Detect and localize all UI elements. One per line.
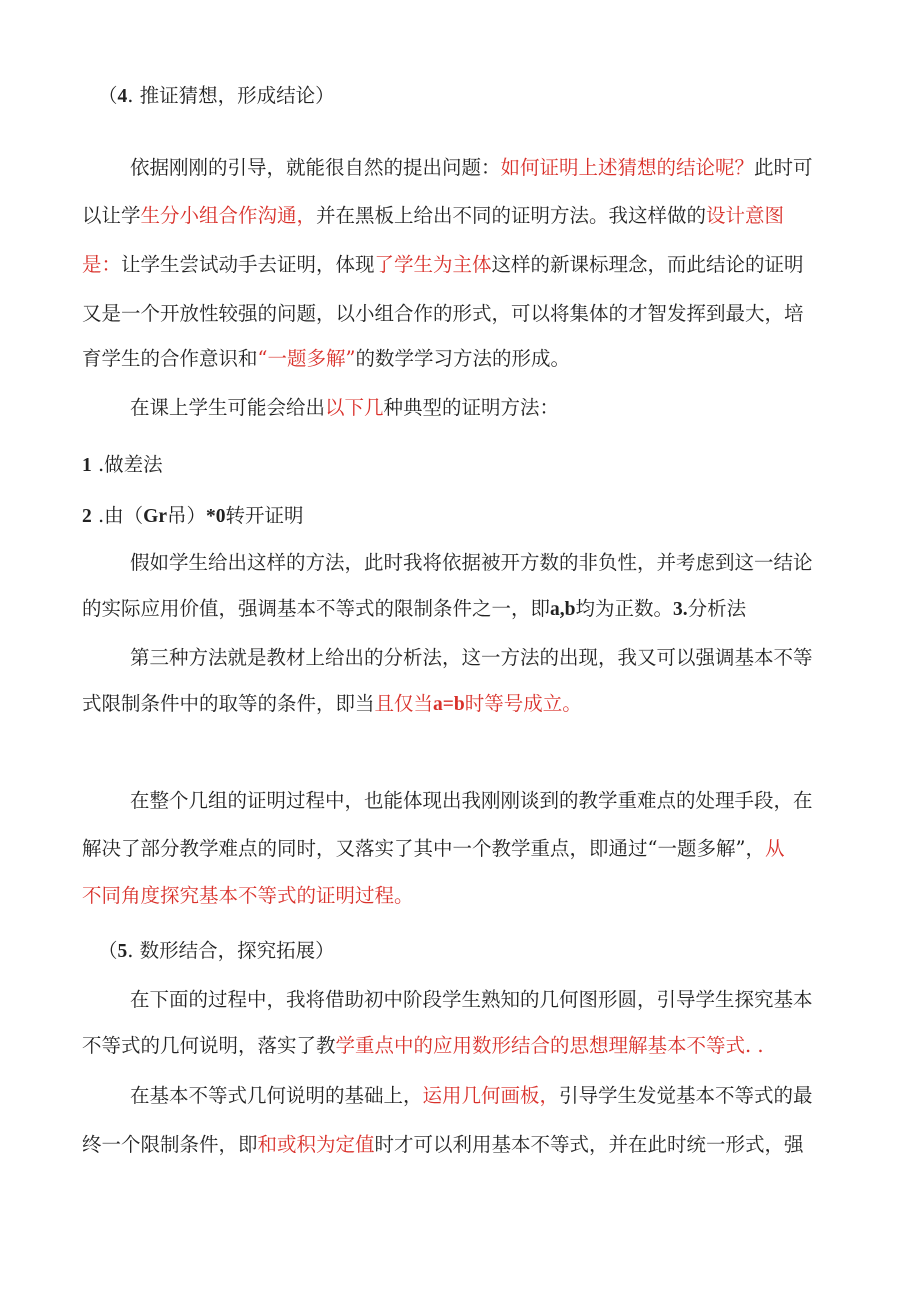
paragraph-line <box>82 692 582 717</box>
section-number: 4 <box>117 86 128 107</box>
highlight-text: 是： <box>82 253 122 276</box>
method-number: 3. <box>673 599 688 620</box>
text-run: 以让学 <box>82 204 141 227</box>
text-run: 让学生尝试动手去证明，体现 <box>121 253 375 276</box>
paragraph-line <box>82 347 570 371</box>
paren: （ <box>98 939 118 962</box>
formula-text: Gr <box>143 506 167 527</box>
method-number: 2 <box>82 506 92 527</box>
text-run: 依据刚刚的引导，就能很自然的提出问题： <box>130 156 501 179</box>
paragraph-line <box>82 837 784 861</box>
text-run: 在基本不等式几何说明的基础上， <box>130 1084 423 1107</box>
highlight-text: 以下几 <box>325 396 384 419</box>
text-run: 种典型的证明方法： <box>383 396 560 419</box>
paragraph-line <box>82 253 804 277</box>
text-run: 分析法 <box>687 597 747 620</box>
text-run: 育学生的合作意识和 <box>82 347 258 370</box>
highlight-text: 如何证明上述猜想的结论呢？ <box>500 156 755 179</box>
paragraph-line: 假如学生给出这样的方法，此时我将依据被开方数的非负性，并考虑到这一结论 <box>130 551 813 574</box>
text-run: 在课上学生可能会给出 <box>130 396 326 419</box>
formula-text: a,b <box>550 599 576 620</box>
method-text: .做差法 <box>91 453 163 476</box>
section-number: 5 <box>117 941 128 962</box>
section-4-heading <box>98 84 335 109</box>
highlight-text: 从 <box>764 837 785 860</box>
paragraph-line <box>82 1133 804 1157</box>
paragraph-line: 第三种方法就是教材上给出的分析法，这一方法的出现，我又可以强调基本不等 <box>130 646 813 669</box>
method-number: 1 <box>82 455 92 476</box>
text-run: 终一个限制条件，即 <box>82 1133 258 1156</box>
paragraph-line <box>82 204 784 228</box>
text-run: 这样的新课标理念，而此结论的证明 <box>491 253 804 276</box>
method-text: .由（ <box>91 504 144 527</box>
highlight-text: 生分小组合作沟通， <box>140 204 317 227</box>
paragraph-line <box>130 156 813 180</box>
text-run: 式限制条件中的取等的条件，即当 <box>82 692 375 715</box>
highlight-text: 时等号成立。 <box>464 692 582 715</box>
highlight-text: 且仅当 <box>374 692 434 715</box>
text-run: 的实际应用价值，强调基本不等式的限制条件之一，即 <box>82 597 551 620</box>
highlight-text: 和或积为定值 <box>257 1133 375 1156</box>
formula-text: *0 <box>206 506 226 527</box>
text-run: 的数学学习方法的形成。 <box>355 347 570 370</box>
highlight-formula: a=b <box>433 694 465 715</box>
highlight-text: 运用几何画板， <box>422 1084 560 1107</box>
method-2 <box>82 504 304 529</box>
method-text: 转开证明 <box>225 504 304 527</box>
text-run: 此时可 <box>754 156 813 179</box>
section-title: . 推证猜想，形成结论） <box>127 84 335 107</box>
paragraph-line: 又是一个开放性较强的问题，以小组合作的形式，可以将集体的才智发挥到最大，培 <box>82 302 804 325</box>
paragraph-line: 在下面的过程中，我将借助初中阶段学生熟知的几何图形圆，引导学生探究基本 <box>130 988 813 1011</box>
highlight-text: 了学生为主体 <box>374 253 492 276</box>
section-5-heading <box>98 939 335 964</box>
text-run: 均为正数。 <box>575 597 674 620</box>
highlight-text: 设计意图 <box>706 204 785 227</box>
text-run: 引导学生发觉基本不等式的最 <box>559 1084 813 1107</box>
paragraph-line <box>130 1084 813 1108</box>
paragraph-line: 不同角度探究基本不等式的证明过程。 <box>82 884 414 907</box>
text-run: 并在黑板上给出不同的证明方法。我这样做的 <box>316 204 707 227</box>
paragraph-line <box>82 1034 764 1058</box>
paren: （ <box>98 84 118 107</box>
text-run: 解决了部分教学难点的同时，又落实了其中一个教学重点，即通过“一题多解”， <box>82 837 765 860</box>
method-text: 吊） <box>166 504 206 527</box>
highlight-text: “一题多解” <box>257 347 356 370</box>
text-run: 时才可以利用基本不等式，并在此时统一形式，强 <box>374 1133 804 1156</box>
method-1 <box>82 453 163 478</box>
highlight-text: 学重点中的应用数形结合的思想理解基本不等式. . <box>335 1034 764 1057</box>
paragraph-line <box>82 597 746 622</box>
section-title: . 数形结合，探究拓展） <box>127 939 335 962</box>
paragraph-line: 在整个几组的证明过程中，也能体现出我刚刚谈到的教学重难点的处理手段，在 <box>130 789 813 812</box>
text-run: 不等式的几何说明，落实了教 <box>82 1034 336 1057</box>
paragraph-line <box>130 396 559 420</box>
